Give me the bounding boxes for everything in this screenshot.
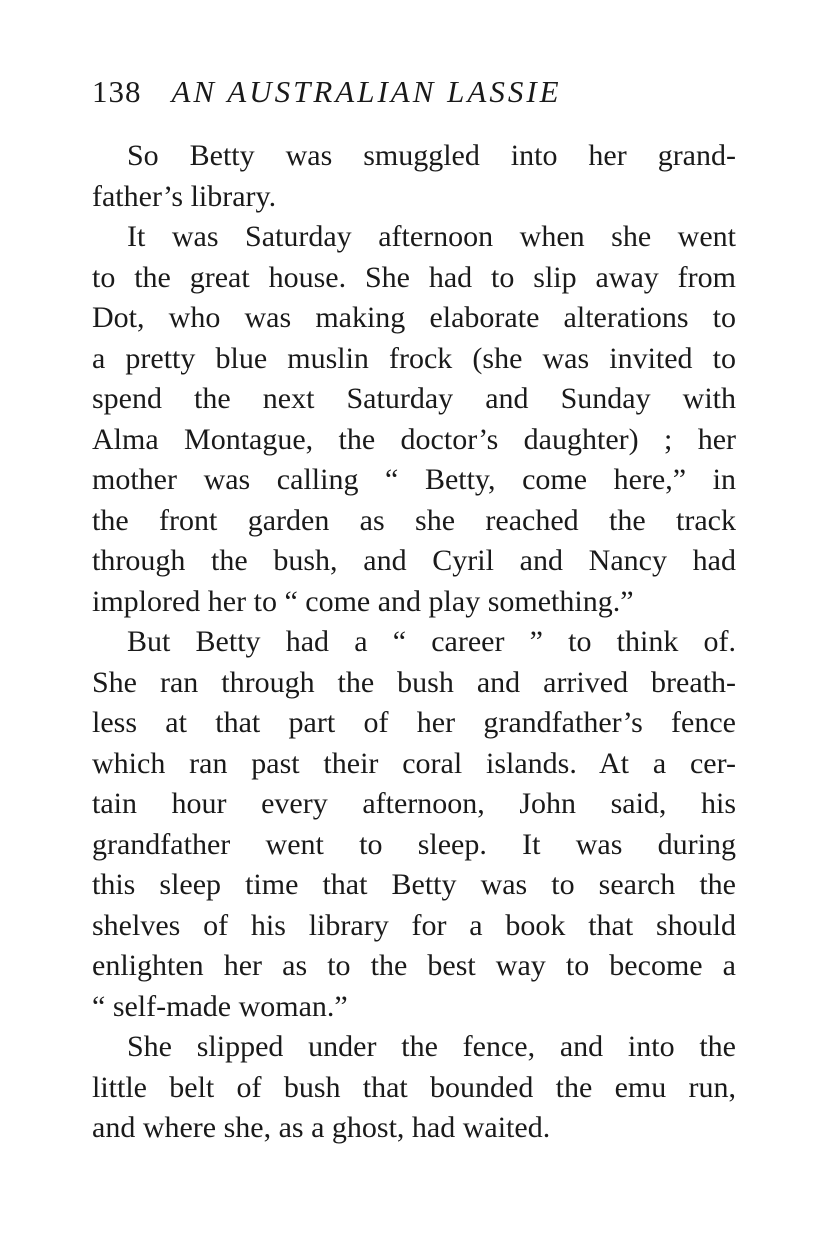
text-line: mother was calling “ Betty, come here,” in xyxy=(92,463,736,496)
text-line: grandfather went to sleep. It was during xyxy=(92,827,736,861)
paragraph-4 xyxy=(92,1027,736,1149)
page-number: 138 xyxy=(92,74,142,109)
text-line: to the great house. She had to slip away from xyxy=(92,260,736,294)
text-line: But Betty had a “ career ” to think of. xyxy=(127,625,736,658)
text-line: It was Saturday afternoon when she went xyxy=(127,220,736,253)
text-line: She slipped under the fence, and into the xyxy=(127,1030,736,1063)
text-line: through the bush, and Cyril and Nancy had xyxy=(92,544,736,577)
text-line: Dot, who was making elaborate alterations to xyxy=(92,301,736,334)
book-page xyxy=(92,70,736,1149)
text-line: tain hour every afternoon, John said, his xyxy=(92,787,736,820)
paragraph-1 xyxy=(92,136,736,217)
text-line: implored her to “ come and play something.” xyxy=(92,584,634,618)
paragraph-2 xyxy=(92,217,736,622)
text-line: little belt of bush that bounded the emu run, xyxy=(92,1070,736,1104)
text-line: “ self-made woman.” xyxy=(92,989,348,1023)
book-title: AN AUSTRALIAN LASSIE xyxy=(171,74,562,109)
text-line: which ran past their coral islands. At a cer- xyxy=(92,746,736,780)
text-line: enlighten her as to the best way to become a xyxy=(92,949,736,982)
running-head xyxy=(92,70,736,114)
paragraph-3 xyxy=(92,622,736,1027)
text-line: less at that part of her grandfather’s fence xyxy=(92,706,736,739)
text-line: and where she, as a ghost, had waited. xyxy=(92,1111,551,1144)
text-line: She ran through the bush and arrived breath- xyxy=(92,665,736,699)
text-line: So Betty was smuggled into her grand- xyxy=(127,139,736,172)
text-line: spend the next Saturday and Sunday with xyxy=(92,382,736,415)
text-line: shelves of his library for a book that should xyxy=(92,908,736,942)
text-line: father’s library. xyxy=(92,179,277,213)
text-line: a pretty blue muslin frock (she was invited to xyxy=(92,341,736,375)
text-line: the front garden as she reached the track xyxy=(92,503,736,537)
text-line: this sleep time that Betty was to search the xyxy=(92,868,736,901)
text-line: Alma Montague, the doctor’s daughter) ; her xyxy=(92,422,736,456)
